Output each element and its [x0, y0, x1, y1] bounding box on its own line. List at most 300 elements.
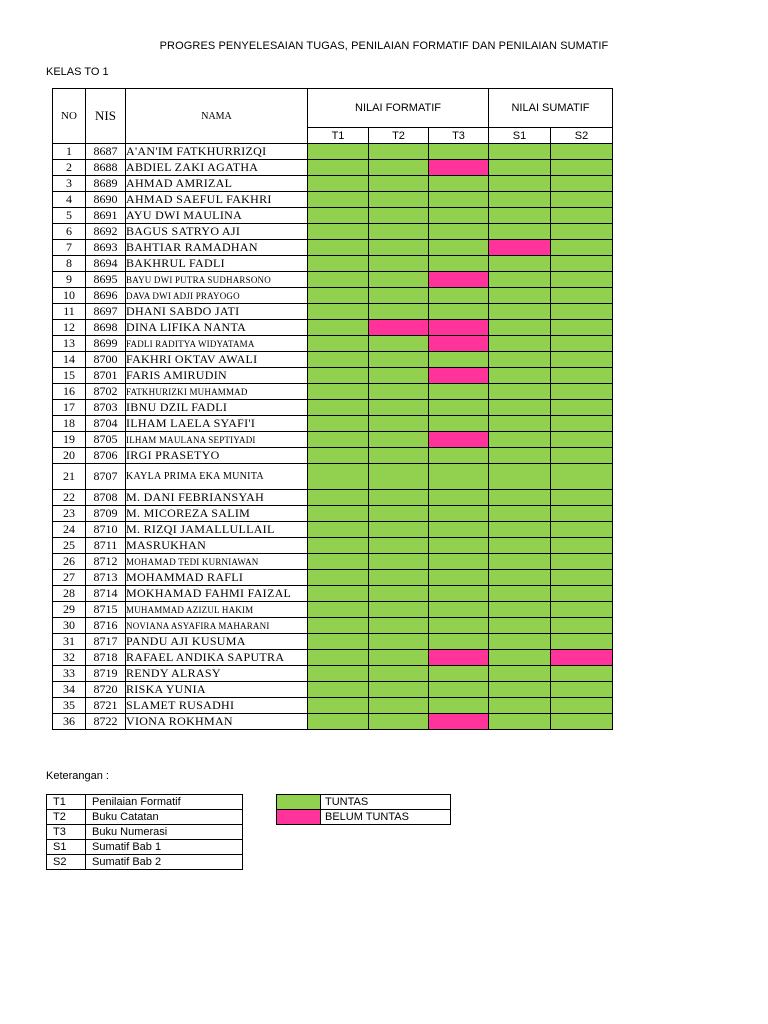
- status-cell-t1: [308, 336, 369, 352]
- status-cell-t2: [369, 192, 429, 208]
- status-cell-s1: [489, 602, 551, 618]
- status-cell-s2: [551, 208, 613, 224]
- row-no: 3: [53, 176, 86, 192]
- table-row: [53, 144, 613, 160]
- row-no: 33: [53, 666, 86, 682]
- status-cell-t2: [369, 634, 429, 650]
- status-cell-t1: [308, 506, 369, 522]
- row-nis: 8688: [86, 160, 126, 176]
- table-row: [53, 464, 613, 490]
- status-cell-t3: [429, 490, 489, 506]
- status-cell-s2: [551, 618, 613, 634]
- status-cell-t1: [308, 192, 369, 208]
- status-cell-s2: [551, 256, 613, 272]
- status-cell-t1: [308, 570, 369, 586]
- status-cell-t3: [429, 400, 489, 416]
- row-nama: A'AN'IM FATKHURRIZQI: [126, 144, 267, 158]
- row-nis: 8707: [86, 464, 126, 490]
- table-row: [53, 192, 613, 208]
- status-cell-t2: [369, 384, 429, 400]
- row-nis: 8713: [86, 570, 126, 586]
- status-cell-s2: [551, 490, 613, 506]
- row-nis: 8695: [86, 272, 126, 288]
- status-cell-s2: [551, 416, 613, 432]
- status-cell-t3: [429, 304, 489, 320]
- table-row: [53, 384, 613, 400]
- row-nis: 8696: [86, 288, 126, 304]
- status-cell-t1: [308, 522, 369, 538]
- table-row: [53, 618, 613, 634]
- row-nama: M. MICOREZA SALIM: [126, 506, 251, 520]
- row-no: 1: [53, 144, 86, 160]
- status-cell-t1: [308, 368, 369, 384]
- status-cell-s2: [551, 538, 613, 554]
- table-row: [53, 506, 613, 522]
- table-row: [53, 634, 613, 650]
- status-cell-t1: [308, 666, 369, 682]
- row-nis: 8703: [86, 400, 126, 416]
- status-cell-t3: [429, 602, 489, 618]
- status-cell-s2: [551, 448, 613, 464]
- legend-code: S2: [47, 855, 86, 870]
- row-nis: 8687: [86, 144, 126, 160]
- row-nis: 8704: [86, 416, 126, 432]
- status-cell-t3: [429, 618, 489, 634]
- status-cell-s2: [551, 304, 613, 320]
- status-cell-t3: [429, 666, 489, 682]
- status-cell-s1: [489, 224, 551, 240]
- status-cell-s1: [489, 400, 551, 416]
- row-nis: 8692: [86, 224, 126, 240]
- row-nama: NOVIANA ASYAFIRA MAHARANI: [126, 620, 270, 631]
- row-no: 15: [53, 368, 86, 384]
- status-cell-t1: [308, 554, 369, 570]
- row-nis: 8711: [86, 538, 126, 554]
- status-cell-s1: [489, 272, 551, 288]
- status-cell-t2: [369, 666, 429, 682]
- table-row: [53, 416, 613, 432]
- table-row: [53, 650, 613, 666]
- row-nama: FADLI RADITYA WIDYATAMA: [126, 338, 255, 349]
- table-row: [53, 160, 613, 176]
- row-nis: 8716: [86, 618, 126, 634]
- status-cell-t1: [308, 384, 369, 400]
- row-no: 5: [53, 208, 86, 224]
- status-cell-t2: [369, 368, 429, 384]
- status-cell-t2: [369, 416, 429, 432]
- status-cell-t3: [429, 416, 489, 432]
- status-cell-s2: [551, 586, 613, 602]
- status-cell-t2: [369, 336, 429, 352]
- row-no: 20: [53, 448, 86, 464]
- row-no: 31: [53, 634, 86, 650]
- row-nis: 8701: [86, 368, 126, 384]
- status-cell-t2: [369, 682, 429, 698]
- legend-swatch: [277, 810, 321, 825]
- legend-code-row: [47, 855, 243, 870]
- row-nama: MOHAMAD TEDI KURNIAWAN: [126, 556, 259, 567]
- status-cell-t2: [369, 432, 429, 448]
- legend-code-row: [47, 825, 243, 840]
- status-cell-s2: [551, 272, 613, 288]
- status-cell-t2: [369, 240, 429, 256]
- status-cell-s2: [551, 650, 613, 666]
- row-nama: DAVA DWI ADJI PRAYOGO: [126, 290, 240, 301]
- row-nama: BAYU DWI PUTRA SUDHARSONO: [126, 274, 271, 285]
- row-no: 13: [53, 336, 86, 352]
- legend-codes-table: [46, 794, 243, 870]
- status-cell-t3: [429, 320, 489, 336]
- status-cell-t1: [308, 490, 369, 506]
- row-no: 30: [53, 618, 86, 634]
- status-cell-t2: [369, 554, 429, 570]
- status-cell-t2: [369, 224, 429, 240]
- table-row: [53, 682, 613, 698]
- status-cell-t1: [308, 698, 369, 714]
- row-nama: MASRUKHAN: [126, 538, 207, 552]
- row-nis: 8722: [86, 714, 126, 730]
- status-cell-s2: [551, 352, 613, 368]
- status-cell-t1: [308, 538, 369, 554]
- status-cell-t3: [429, 714, 489, 730]
- status-cell-s2: [551, 506, 613, 522]
- status-cell-s1: [489, 682, 551, 698]
- status-cell-t1: [308, 682, 369, 698]
- status-cell-t1: [308, 464, 369, 490]
- status-cell-t2: [369, 176, 429, 192]
- row-nama: RISKA YUNIA: [126, 682, 206, 696]
- legend-code: T3: [47, 825, 86, 840]
- status-cell-s2: [551, 464, 613, 490]
- status-cell-t2: [369, 272, 429, 288]
- status-cell-t3: [429, 272, 489, 288]
- row-no: 34: [53, 682, 86, 698]
- status-cell-s2: [551, 602, 613, 618]
- status-cell-s2: [551, 288, 613, 304]
- table-row: [53, 320, 613, 336]
- status-cell-s1: [489, 490, 551, 506]
- status-cell-t2: [369, 506, 429, 522]
- status-cell-s2: [551, 192, 613, 208]
- row-nis: 8694: [86, 256, 126, 272]
- status-cell-t1: [308, 432, 369, 448]
- row-no: 21: [53, 464, 86, 490]
- header-t3: T3: [429, 128, 489, 144]
- row-nama: AHMAD AMRIZAL: [126, 176, 233, 190]
- status-cell-t3: [429, 336, 489, 352]
- student-rows: [53, 144, 613, 730]
- status-cell-s2: [551, 432, 613, 448]
- legend-desc: Buku Catatan: [86, 810, 243, 825]
- row-nama: M. DANI FEBRIANSYAH: [126, 490, 265, 504]
- table-row: [53, 272, 613, 288]
- row-no: 19: [53, 432, 86, 448]
- status-cell-s2: [551, 666, 613, 682]
- row-nis: 8720: [86, 682, 126, 698]
- status-cell-t1: [308, 304, 369, 320]
- status-cell-t3: [429, 506, 489, 522]
- status-cell-s2: [551, 634, 613, 650]
- row-nis: 8691: [86, 208, 126, 224]
- status-cell-s1: [489, 384, 551, 400]
- status-cell-s1: [489, 618, 551, 634]
- status-cell-s1: [489, 650, 551, 666]
- row-nis: 8702: [86, 384, 126, 400]
- table-row: [53, 368, 613, 384]
- status-cell-t2: [369, 490, 429, 506]
- row-nis: 8708: [86, 490, 126, 506]
- status-cell-t2: [369, 698, 429, 714]
- status-cell-s1: [489, 448, 551, 464]
- row-nama: BAHTIAR RAMADHAN: [126, 240, 258, 254]
- status-cell-s1: [489, 240, 551, 256]
- legend-code-row: [47, 810, 243, 825]
- table-row: [53, 224, 613, 240]
- status-cell-s2: [551, 384, 613, 400]
- row-no: 2: [53, 160, 86, 176]
- status-cell-t1: [308, 602, 369, 618]
- status-cell-t3: [429, 384, 489, 400]
- status-cell-t3: [429, 160, 489, 176]
- row-nama: ABDIEL ZAKI AGATHA: [126, 160, 259, 174]
- row-no: 18: [53, 416, 86, 432]
- status-cell-t2: [369, 160, 429, 176]
- table-row: [53, 288, 613, 304]
- status-cell-s2: [551, 160, 613, 176]
- status-cell-s2: [551, 682, 613, 698]
- row-nama: KAYLA PRIMA EKA MUNITA: [126, 471, 264, 482]
- row-nama: FARIS AMIRUDIN: [126, 368, 227, 382]
- row-nis: 8709: [86, 506, 126, 522]
- table-row: [53, 176, 613, 192]
- status-cell-s2: [551, 176, 613, 192]
- status-cell-t3: [429, 522, 489, 538]
- status-cell-t3: [429, 432, 489, 448]
- status-cell-s2: [551, 570, 613, 586]
- row-nama: RAFAEL ANDIKA SAPUTRA: [126, 650, 285, 664]
- table-row: [53, 554, 613, 570]
- row-nis: 8690: [86, 192, 126, 208]
- status-cell-s2: [551, 336, 613, 352]
- row-nis: 8715: [86, 602, 126, 618]
- status-cell-t3: [429, 634, 489, 650]
- status-cell-s1: [489, 634, 551, 650]
- row-nama: MUHAMMAD AZIZUL HAKIM: [126, 604, 254, 615]
- header-nis: NIS: [86, 89, 126, 144]
- row-no: 14: [53, 352, 86, 368]
- status-cell-s1: [489, 538, 551, 554]
- table-row: [53, 336, 613, 352]
- status-cell-s1: [489, 336, 551, 352]
- status-cell-t3: [429, 650, 489, 666]
- row-nama: ILHAM LAELA SYAFI'I: [126, 416, 256, 430]
- status-cell-s2: [551, 320, 613, 336]
- row-nis: 8721: [86, 698, 126, 714]
- row-nama: AHMAD SAEFUL FAKHRI: [126, 192, 272, 206]
- status-cell-s1: [489, 256, 551, 272]
- status-cell-t3: [429, 682, 489, 698]
- header-s2: S2: [551, 128, 613, 144]
- row-nis: 8714: [86, 586, 126, 602]
- row-no: 4: [53, 192, 86, 208]
- table-row: [53, 256, 613, 272]
- legend-code: T1: [47, 795, 86, 810]
- row-no: 11: [53, 304, 86, 320]
- status-cell-t3: [429, 570, 489, 586]
- status-cell-s2: [551, 522, 613, 538]
- status-cell-s1: [489, 714, 551, 730]
- row-no: 16: [53, 384, 86, 400]
- legend-desc: Sumatif Bab 2: [86, 855, 243, 870]
- row-nama: FATKHURIZKI MUHAMMAD: [126, 386, 248, 397]
- status-cell-t2: [369, 320, 429, 336]
- status-cell-t3: [429, 352, 489, 368]
- legend-desc: Penilaian Formatif: [86, 795, 243, 810]
- status-cell-t3: [429, 368, 489, 384]
- status-cell-s1: [489, 522, 551, 538]
- row-no: 22: [53, 490, 86, 506]
- row-nis: 8710: [86, 522, 126, 538]
- status-cell-t1: [308, 160, 369, 176]
- table-row: [53, 714, 613, 730]
- table-row: [53, 698, 613, 714]
- status-cell-t2: [369, 208, 429, 224]
- row-no: 9: [53, 272, 86, 288]
- row-nama: SLAMET RUSADHI: [126, 698, 235, 712]
- status-cell-t1: [308, 240, 369, 256]
- row-no: 32: [53, 650, 86, 666]
- status-cell-t1: [308, 650, 369, 666]
- table-row: [53, 602, 613, 618]
- status-cell-t2: [369, 288, 429, 304]
- progress-table: [52, 88, 613, 730]
- row-nis: 8697: [86, 304, 126, 320]
- status-cell-t1: [308, 618, 369, 634]
- row-no: 35: [53, 698, 86, 714]
- status-cell-s1: [489, 416, 551, 432]
- status-cell-t1: [308, 400, 369, 416]
- status-cell-t2: [369, 464, 429, 490]
- status-cell-t3: [429, 464, 489, 490]
- status-cell-t3: [429, 586, 489, 602]
- status-cell-s1: [489, 192, 551, 208]
- status-cell-t1: [308, 352, 369, 368]
- status-cell-t1: [308, 320, 369, 336]
- status-cell-t3: [429, 240, 489, 256]
- row-no: 27: [53, 570, 86, 586]
- status-cell-s2: [551, 144, 613, 160]
- status-cell-t3: [429, 698, 489, 714]
- row-nis: 8705: [86, 432, 126, 448]
- status-cell-s2: [551, 714, 613, 730]
- status-cell-t2: [369, 400, 429, 416]
- status-cell-t2: [369, 256, 429, 272]
- header-s1: S1: [489, 128, 551, 144]
- row-nama: AYU DWI MAULINA: [126, 208, 243, 222]
- status-cell-s1: [489, 698, 551, 714]
- table-row: [53, 400, 613, 416]
- status-cell-t2: [369, 304, 429, 320]
- row-no: 24: [53, 522, 86, 538]
- status-cell-t2: [369, 352, 429, 368]
- row-nama: VIONA ROKHMAN: [126, 714, 233, 728]
- row-nama: BAKHRUL FADLI: [126, 256, 225, 270]
- table-row: [53, 522, 613, 538]
- legend-desc: Sumatif Bab 1: [86, 840, 243, 855]
- row-nis: 8700: [86, 352, 126, 368]
- status-cell-t1: [308, 714, 369, 730]
- status-cell-t1: [308, 224, 369, 240]
- status-cell-t1: [308, 272, 369, 288]
- row-nis: 8698: [86, 320, 126, 336]
- row-nama: BAGUS SATRYO AJI: [126, 224, 241, 238]
- row-nama: MOKHAMAD FAHMI FAIZAL: [126, 586, 292, 600]
- row-no: 10: [53, 288, 86, 304]
- status-cell-s1: [489, 368, 551, 384]
- status-cell-t1: [308, 416, 369, 432]
- table-row: [53, 490, 613, 506]
- header-t2: T2: [369, 128, 429, 144]
- status-cell-t1: [308, 586, 369, 602]
- row-nis: 8717: [86, 634, 126, 650]
- status-cell-s1: [489, 432, 551, 448]
- row-no: 8: [53, 256, 86, 272]
- legend-colors-table: [276, 794, 451, 825]
- class-label: KELAS TO 1: [46, 66, 109, 78]
- status-cell-s2: [551, 698, 613, 714]
- status-cell-s1: [489, 666, 551, 682]
- status-cell-s1: [489, 288, 551, 304]
- status-cell-t2: [369, 448, 429, 464]
- row-nis: 8719: [86, 666, 126, 682]
- status-cell-s1: [489, 320, 551, 336]
- status-cell-s1: [489, 554, 551, 570]
- row-no: 26: [53, 554, 86, 570]
- table-row: [53, 666, 613, 682]
- header-no: NO: [53, 89, 86, 144]
- row-nama: M. RIZQI JAMALLULLAIL: [126, 522, 275, 536]
- table-row: [53, 208, 613, 224]
- status-cell-s1: [489, 160, 551, 176]
- status-cell-t2: [369, 538, 429, 554]
- table-row: [53, 448, 613, 464]
- status-cell-t1: [308, 208, 369, 224]
- status-cell-t3: [429, 256, 489, 272]
- row-no: 17: [53, 400, 86, 416]
- status-cell-t1: [308, 288, 369, 304]
- legend-code-row: [47, 795, 243, 810]
- status-cell-s1: [489, 176, 551, 192]
- row-no: 36: [53, 714, 86, 730]
- table-row: [53, 432, 613, 448]
- header-t1: T1: [308, 128, 369, 144]
- status-cell-s1: [489, 208, 551, 224]
- table-row: [53, 586, 613, 602]
- status-cell-t2: [369, 586, 429, 602]
- row-nama: RENDY ALRASY: [126, 666, 221, 680]
- row-nis: 8706: [86, 448, 126, 464]
- status-cell-s2: [551, 240, 613, 256]
- legend-color-row: [277, 810, 451, 825]
- row-no: 12: [53, 320, 86, 336]
- legend-code: S1: [47, 840, 86, 855]
- status-cell-s2: [551, 368, 613, 384]
- status-cell-t2: [369, 618, 429, 634]
- legend-color-label: BELUM TUNTAS: [321, 810, 451, 825]
- row-no: 7: [53, 240, 86, 256]
- status-cell-s1: [489, 586, 551, 602]
- header-nilai-sumatif: NILAI SUMATIF: [489, 89, 613, 128]
